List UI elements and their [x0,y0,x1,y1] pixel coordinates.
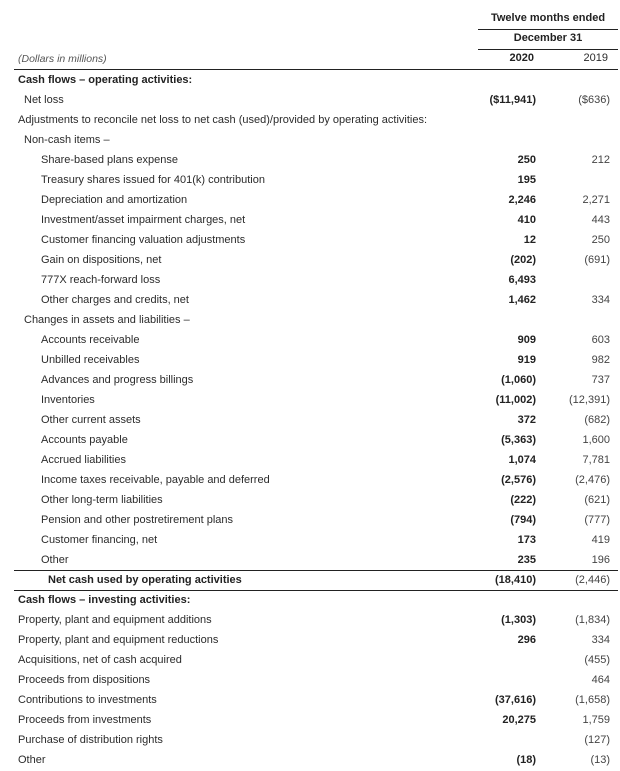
year-2020-header: 2020 [509,52,534,64]
value-2019: (2,476) [575,474,610,486]
row-label: Changes in assets and liabilities – [24,314,190,326]
row-label: Non-cash items – [24,134,110,146]
table-row [0,90,620,110]
table-row [0,250,620,270]
value-2020: 1,462 [508,294,536,306]
row-label: Adjustments to reconcile net loss to net cash (used)/provided by operating activities: [18,114,428,126]
row-label: Customer financing, net [41,534,158,546]
value-2019: 7,781 [582,454,610,466]
value-2019: (13) [590,754,610,766]
row-label: Other current assets [41,414,141,426]
row-label: Customer financing valuation adjustments [41,234,246,246]
value-2020: 250 [517,154,536,166]
section-heading [0,70,620,90]
value-2019: (127) [584,734,610,746]
value-2020: 6,493 [508,274,536,286]
value-2019: (2,446) [575,574,610,586]
value-2019: 982 [591,354,610,366]
row-label: Acquisitions, net of cash acquired [18,654,182,666]
table-row [0,610,620,630]
value-2019: (621) [584,494,610,506]
table-row [0,450,620,470]
date-header: December 31 [513,32,583,44]
table-row [0,270,620,290]
value-2020: 919 [517,354,536,366]
period-underline [478,29,618,30]
cash-flow-table [0,70,620,770]
table-row [0,290,620,310]
row-label: Cash flows – investing activities: [18,594,191,606]
row-label: Net cash used by operating activities [48,574,242,586]
value-2020: (18,410) [495,574,536,586]
value-2020: 173 [517,534,536,546]
row-label: Proceeds from investments [18,714,152,726]
value-2020: (1,303) [501,614,536,626]
value-2019: (777) [584,514,610,526]
section-heading [0,590,620,610]
value-2020: 1,074 [508,454,536,466]
period-header: Twelve months ended [490,12,606,24]
value-2019: (691) [584,254,610,266]
value-2020: (794) [510,514,536,526]
row-label: Net loss [24,94,64,106]
value-2019: (1,658) [575,694,610,706]
value-2020: (37,616) [495,694,536,706]
value-2020: ($11,941) [489,94,536,106]
row-label: Other charges and credits, net [41,294,189,306]
row-label: Property, plant and equipment reductions [18,634,219,646]
table-row [0,230,620,250]
value-2019: 250 [591,234,610,246]
table-row [0,430,620,450]
table-row [0,630,620,650]
value-2020: 372 [517,414,536,426]
row-label: Treasury shares issued for 401(k) contribution [41,174,265,186]
table-row [0,690,620,710]
value-2020: 909 [517,334,536,346]
value-2019: (1,834) [575,614,610,626]
value-2019: 737 [591,374,610,386]
value-2020: (202) [510,254,536,266]
value-2019: 1,600 [582,434,610,446]
table-row [0,170,620,190]
value-2019: 196 [591,554,610,566]
row-label: Pension and other postretirement plans [41,514,234,526]
table-row [0,670,620,690]
row-label: Inventories [41,394,95,406]
value-2019: 443 [591,214,610,226]
table-row [0,730,620,750]
value-2019: 603 [591,334,610,346]
value-2019: 1,759 [582,714,610,726]
row-label: Other [41,554,69,566]
table-row [0,470,620,490]
table-row [0,710,620,730]
total-row [0,570,620,590]
value-2020: 20,275 [502,714,536,726]
units-note: (Dollars in millions) [18,53,107,65]
table-row [0,370,620,390]
table-row [0,550,620,570]
value-2020: (11,002) [495,394,536,406]
table-row [0,750,620,770]
value-2019: 464 [591,674,610,686]
table-row [0,350,620,370]
year-2019-header: 2019 [583,52,608,64]
value-2019: 334 [591,634,610,646]
row-label: Accounts payable [41,434,128,446]
row-label: Contributions to investments [18,694,157,706]
value-2019: 212 [591,154,610,166]
row-label: Accounts receivable [41,334,140,346]
table-row [0,190,620,210]
value-2019: 334 [591,294,610,306]
value-2019: (682) [584,414,610,426]
value-2019: (455) [584,654,610,666]
row-label: Cash flows – operating activities: [18,74,193,86]
row-label: Accrued liabilities [41,454,126,466]
table-row [0,310,620,330]
table-row [0,650,620,670]
table-row [0,150,620,170]
value-2020: (1,060) [501,374,536,386]
table-row [0,530,620,550]
row-label: Property, plant and equipment additions [18,614,212,626]
date-underline [478,49,618,50]
table-row [0,210,620,230]
value-2020: 296 [517,634,536,646]
row-label: Investment/asset impairment charges, net [41,214,246,226]
table-row [0,330,620,350]
row-label: Share-based plans expense [41,154,178,166]
row-label: Proceeds from dispositions [18,674,151,686]
value-2020: (2,576) [501,474,536,486]
row-label: Gain on dispositions, net [41,254,162,266]
row-label: Other long-term liabilities [41,494,163,506]
table-row [0,390,620,410]
row-label: Purchase of distribution rights [18,734,163,746]
value-2020: 235 [517,554,536,566]
value-2020: (222) [510,494,536,506]
value-2020: 2,246 [508,194,536,206]
value-2019: 2,271 [582,194,610,206]
row-label: Unbilled receivables [41,354,140,366]
value-2019: 419 [591,534,610,546]
value-2020: 195 [517,174,536,186]
row-label: Other [18,754,46,766]
value-2020: (18) [516,754,536,766]
value-2019: ($636) [578,94,610,106]
value-2020: 410 [517,214,536,226]
table-row [0,490,620,510]
row-label: Income taxes receivable, payable and deferred [41,474,270,486]
row-label: 777X reach-forward loss [41,274,161,286]
table-row [0,510,620,530]
row-label: Advances and progress billings [41,374,194,386]
row-label: Depreciation and amortization [41,194,188,206]
table-row [0,130,620,150]
table-row [0,110,620,130]
value-2019: (12,391) [569,394,610,406]
value-2020: (5,363) [501,434,536,446]
value-2020: 12 [523,234,536,246]
table-row [0,410,620,430]
